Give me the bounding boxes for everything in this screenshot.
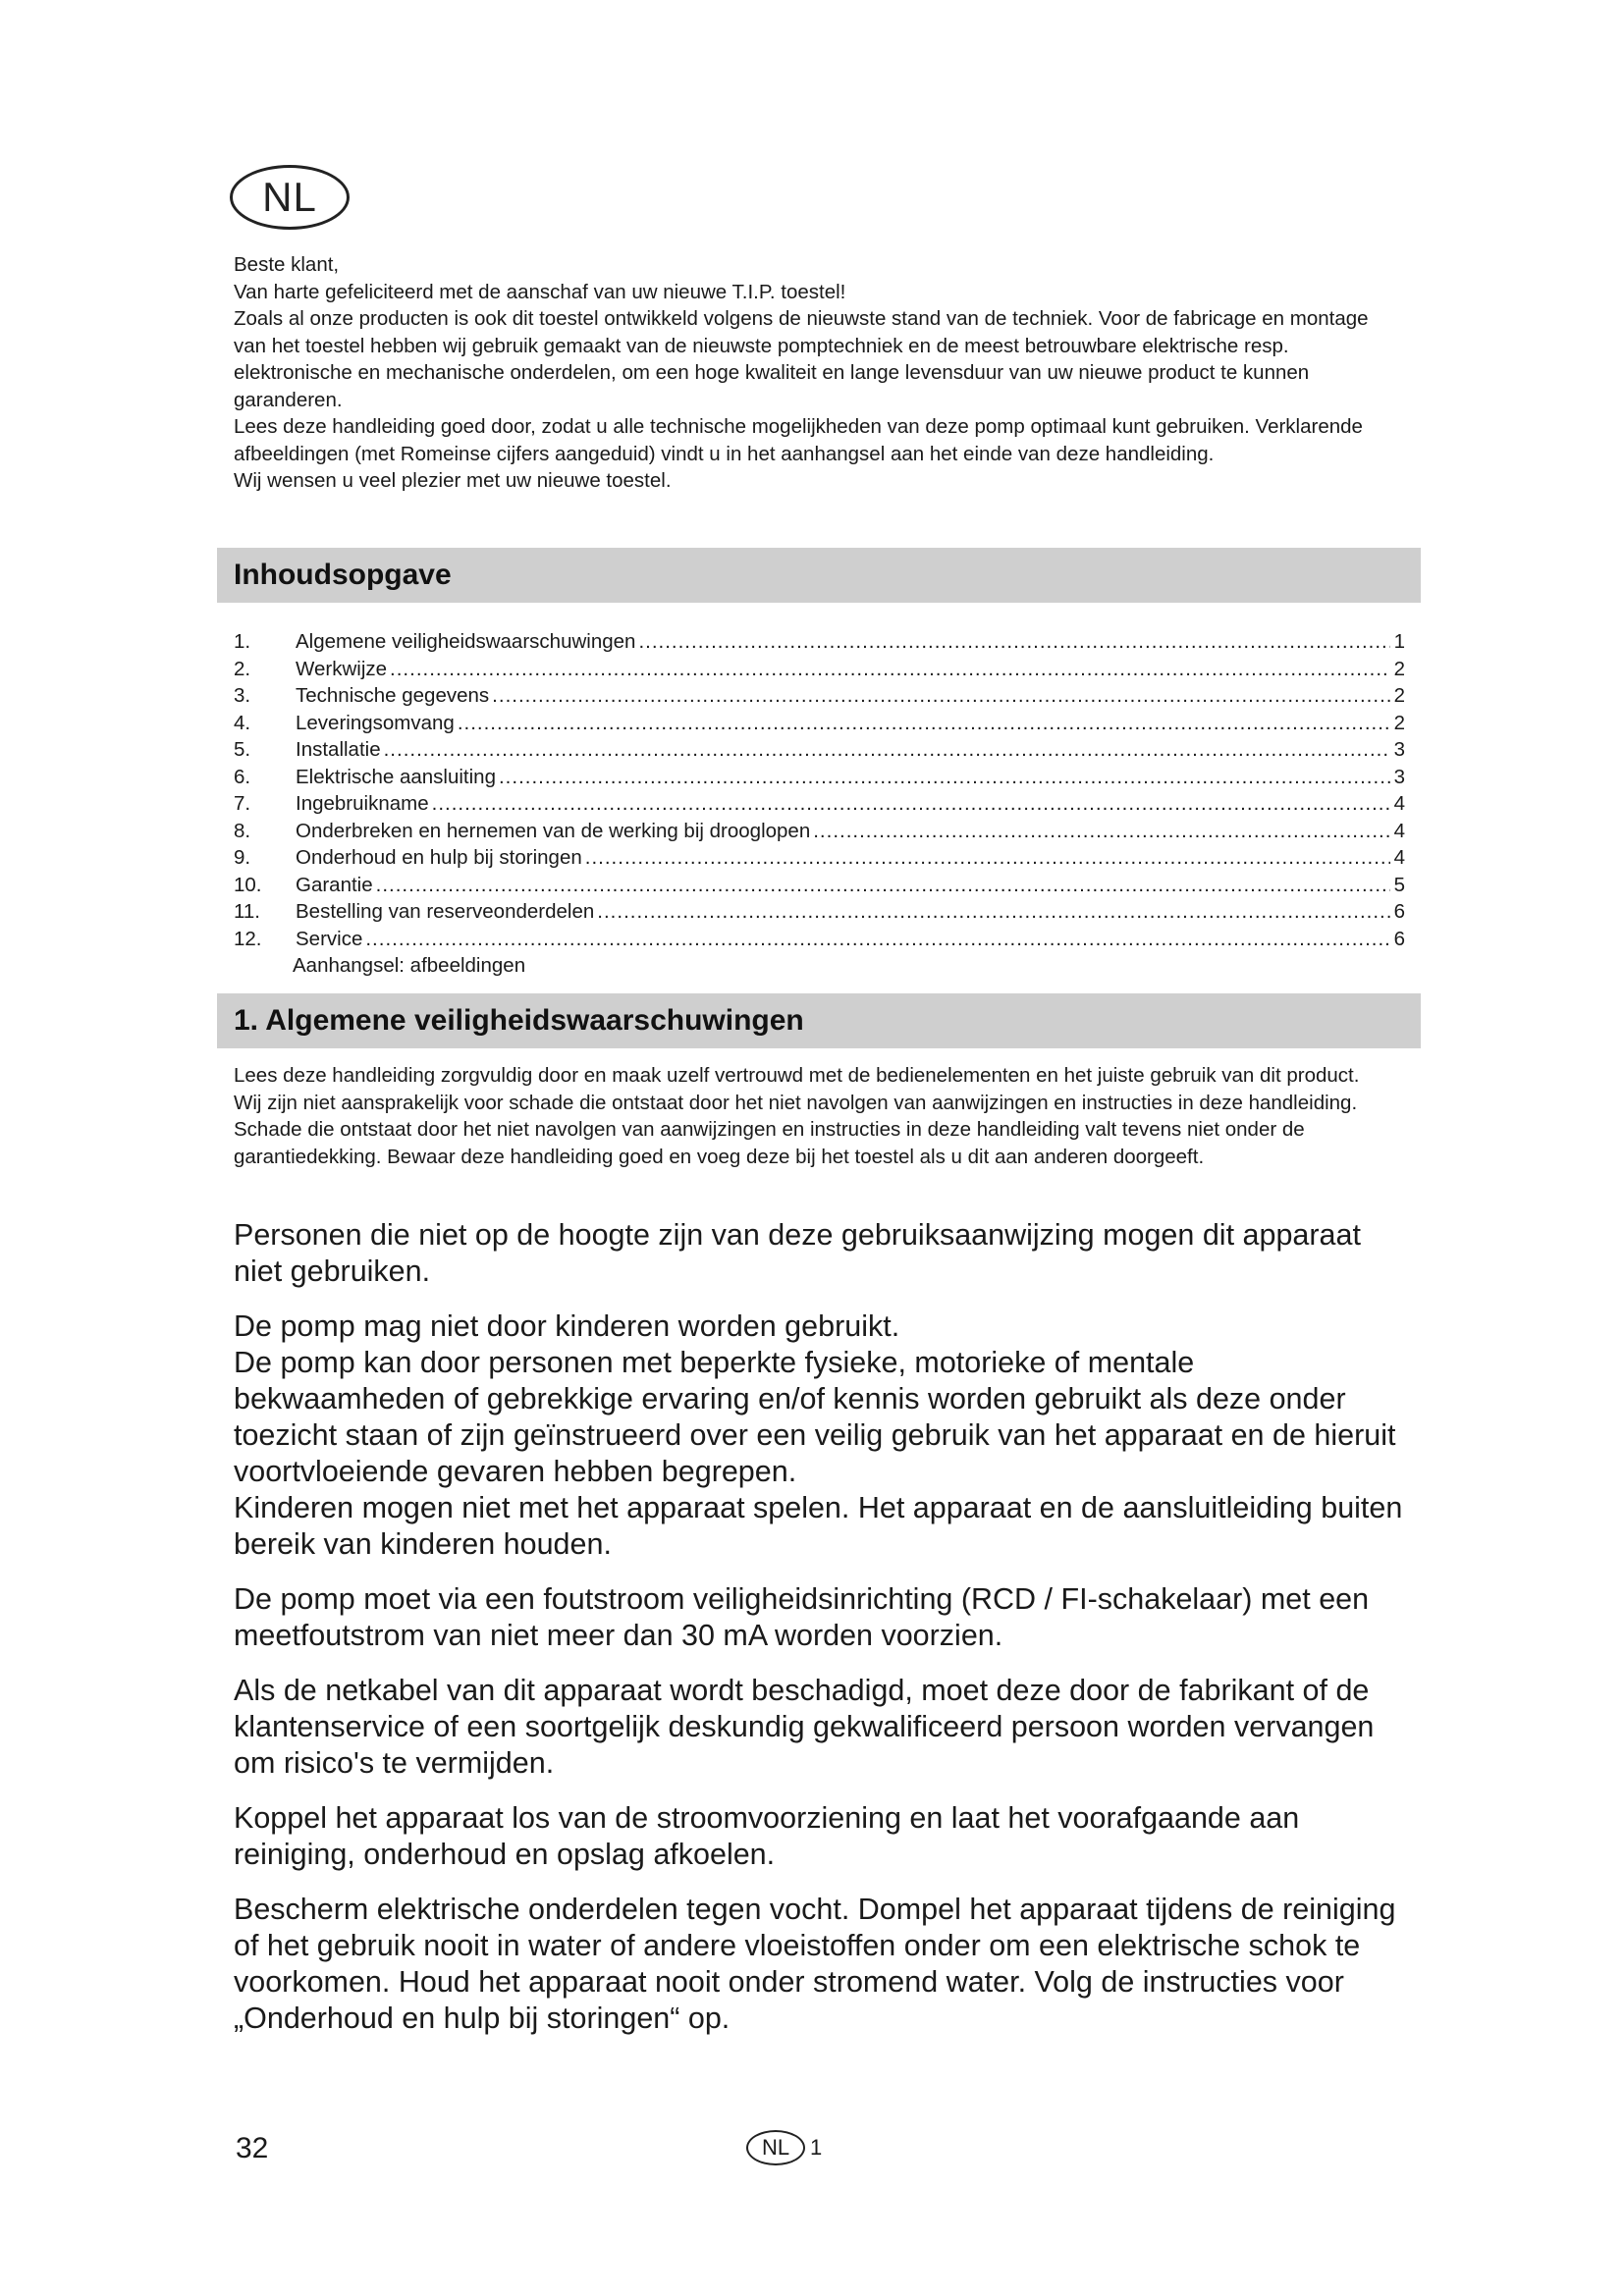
toc-item-page: 2 [1393,657,1405,680]
toc-item-page: 2 [1393,711,1405,734]
toc-item-page: 3 [1393,765,1405,788]
safety-warning: Personen die niet op de hoogte zijn van deze gebruiksaanwijzing mogen dit apparaat niet gebruiken. [234,1218,1361,1288]
toc-leader-dots [492,682,1389,710]
toc-item [234,736,1405,764]
toc-item-number: 4. [234,711,251,734]
footer-language-badge: NL [746,2130,805,2165]
toc-item-title: Elektrische aansluiting [296,765,496,788]
toc-item-number: 9. [234,846,251,869]
page-number: 32 [236,2132,269,2164]
toc-leader-dots [585,844,1390,872]
toc-item-page: 4 [1393,792,1405,815]
table-of-contents [234,628,1405,980]
safety-warning: De pomp mag niet door kinderen worden gebruikt. De pomp kan door personen met beperkte fysieke, motorieke of mentale bekwaamheden of gebrekkige ervaring en/of kennis worden gebruikt als deze onder toezicht staan of zijn geïnstrueerd over een veilig gebruik van het apparaat en de hieruit voortvloeiende gevaren hebben begrepen. Kinderen mogen niet met het apparaat spelen. Het apparaat en de aansluitleiding buiten bereik van kinderen houden. [234,1309,1403,1561]
toc-heading: Inhoudsopgave [217,548,1421,603]
safety-warning: Als de netkabel van dit apparaat wordt beschadigd, moet deze door de fabrikant of de klantenservice of een soortgelijk deskundig gekwalificeerd persoon worden vervangen om risico's te vermijden. [234,1674,1375,1780]
congratulation: Van harte gefeliciteerd met de aanschaf van uw nieuwe T.I.P. toestel! [234,280,846,303]
toc-leader-dots [390,656,1390,683]
toc-leader-dots [638,628,1389,656]
safety-warning: Bescherm elektrische onderdelen tegen vocht. Dompel het apparaat tijdens de reiniging of het gebruik nooit in water of andere vloeistoffen onder om een elektrische schok te voorkomen. Houd het apparaat nooit onder stromend water. Volg de instructies voor „Onderhoud en hulp bij storingen“ op. [234,1893,1396,2035]
toc-item [234,790,1405,818]
toc-item [234,818,1405,845]
intro-text [234,251,1392,495]
toc-item [234,844,1405,872]
toc-item-number: 3. [234,684,251,707]
toc-item-title: Bestelling van reserveonderdelen [296,900,595,923]
toc-item-title: Onderhoud en hulp bij storingen [296,846,582,869]
toc-item-title: Werkwijze [296,657,388,680]
toc-item [234,656,1405,683]
section-1-intro: Lees deze handleiding zorgvuldig door en maak uzelf vertrouwd met de bedienelementen en het juiste gebruik van dit product. Wij zijn niet aansprakelijk voor schade die ontstaat door het niet navolgen van aanwijzingen en instructies in deze handleiding. Schade die ontstaat door het niet navolgen van aanwijzingen en instructies in deze handleiding valt tevens niet onder de garantiedekking. Bewaar deze handleiding goed en voeg deze bij het toestel als u dit aan anderen doorgeeft. [234,1064,1360,1168]
toc-leader-dots [458,710,1390,737]
toc-item-title: Service [296,927,363,950]
toc-leader-dots [384,736,1390,764]
toc-item-title: Installatie [296,738,381,761]
toc-item-number: 6. [234,765,251,788]
toc-item-number: 5. [234,738,251,761]
toc-leader-dots [432,790,1390,818]
toc-item-page: 1 [1393,630,1405,653]
safety-warnings [234,1217,1412,2056]
toc-item-number: 12. [234,927,262,950]
toc-item-title: Technische gegevens [296,684,490,707]
section-1-heading: 1. Algemene veiligheidswaarschuwingen [217,993,1421,1048]
toc-item-number: 10. [234,873,262,896]
toc-item [234,682,1405,710]
intro-paragraph: Zoals al onze producten is ook dit toestel ontwikkeld volgens de nieuwste stand van de techniek. Voor de fabricage en montage van het toestel hebben wij gebruik gemaakt van de nieuwste pomptechniek en de meest betrouwbare elektrische resp. elektronische en mechanische onderdelen, om een hoge kwaliteit en lange levensduur van uw nieuwe product te kunnen garanderen. [234,307,1369,411]
toc-item-page: 5 [1393,873,1405,896]
safety-warning: De pomp moet via een foutstroom veiligheidsinrichting (RCD / FI-schakelaar) met een meetfoutstrom van niet meer dan 30 mA worden voorzien. [234,1582,1370,1652]
toc-item-page: 2 [1393,684,1405,707]
footer-section-page: 1 [810,2135,823,2160]
footer-language-mark [746,2130,822,2165]
toc-item-page: 6 [1393,900,1405,923]
toc-item [234,898,1405,926]
toc-item-number: 7. [234,792,251,815]
toc-item-page: 4 [1393,846,1405,869]
toc-item-title: Garantie [296,873,373,896]
toc-item-number: 8. [234,819,251,842]
toc-leader-dots [597,898,1389,926]
toc-item-number: 2. [234,657,251,680]
toc-item [234,710,1405,737]
toc-leader-dots [499,764,1390,791]
intro-paragraph: Lees deze handleiding goed door, zodat u alle technische mogelijkheden van deze pomp optimaal kunt gebruiken. Verklarende afbeeldingen (met Romeinse cijfers aangeduid) vindt u in het aanhangsel aan het einde van deze handleiding. [234,415,1363,465]
toc-item [234,628,1405,656]
toc-item-title: Leveringsomvang [296,711,455,734]
toc-item-number: 1. [234,630,251,653]
toc-item-number: 11. [234,900,260,923]
toc-item-title: Onderbreken en hernemen van de werking bij drooglopen [296,819,811,842]
safety-warning: Koppel het apparaat los van de stroomvoorziening en laat het voorafgaande aan reiniging, onderhoud en opslag afkoelen. [234,1801,1300,1871]
language-badge: NL [230,165,350,230]
toc-item [234,872,1405,899]
toc-item-title: Algemene veiligheidswaarschuwingen [296,630,636,653]
toc-leader-dots [376,872,1390,899]
toc-item-page: 4 [1393,819,1405,842]
toc-item-title: Ingebruikname [296,792,429,815]
greeting: Beste klant, [234,253,340,276]
toc-item-page: 3 [1393,738,1405,761]
closing-wish: Wij wensen u veel plezier met uw nieuwe toestel. [234,469,672,492]
toc-item [234,764,1405,791]
toc-item-page: 6 [1393,927,1405,950]
toc-leader-dots [813,818,1389,845]
toc-appendix: Aanhangsel: afbeeldingen [293,954,526,977]
toc-leader-dots [365,926,1389,953]
toc-item [234,926,1405,953]
